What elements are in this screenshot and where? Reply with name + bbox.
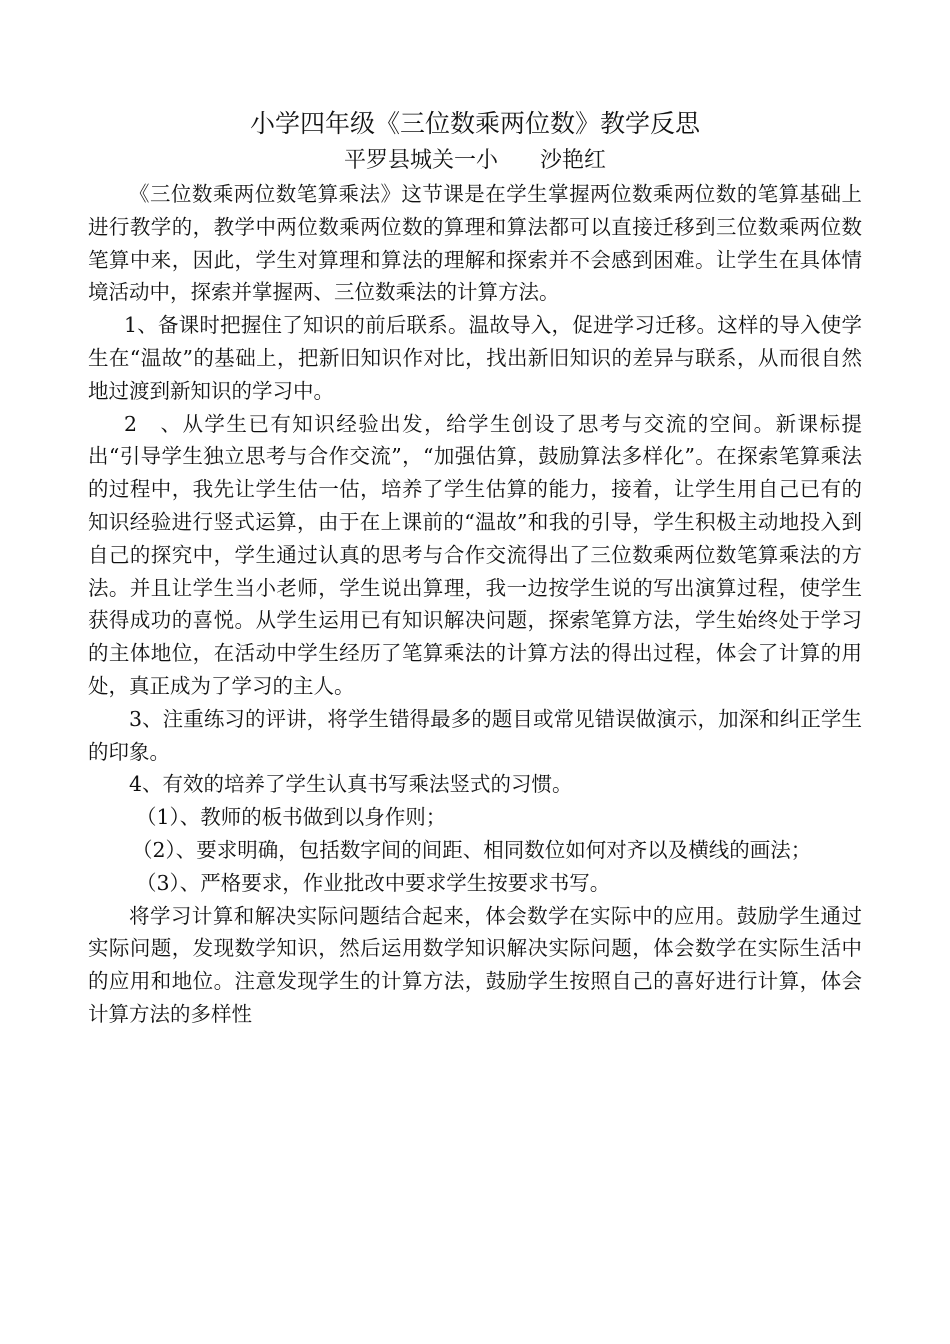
point-3-paragraph: 3、注重练习的评讲，将学生错得最多的题目或常见错误做演示，加深和纠正学生的印象。 <box>88 706 862 764</box>
point-4-paragraph: 4、有效的培养了学生认真书写乘法竖式的习惯。 <box>129 772 573 797</box>
point-2-paragraph: 2 、从学生已有知识经验出发，给学生创设了思考与交流的空间。新课标提出“引导学生独立思考与合作交流”，“加强估算，鼓励算法多样化”。在探索笔算乘法的过程中，我先让学生估一估，培养了学生估算的能力，接着，让学生用自己已有的知识经验进行竖式运算，由于在上课前的“温故”和我的引导，学生积极主动地投入到自己的探究中，学生通过认真的思考与合作交流得出了三位数乘两位数笔算乘法的方法。并且让学生当小老师，学生说出算理，我一边按学生说的写出演算过程，使学生获得成功的喜悦。从学生运用已有知识解决问题，探索笔算方法，学生始终处于学习的主体地位，在活动中学生经历了笔算乘法的计算方法的得出过程，体会了计算的用处，真正成为了学习的主人。 <box>88 411 862 698</box>
document-page <box>88 104 862 1031</box>
conclusion-paragraph: 将学习计算和解决实际问题结合起来，体会数学在实际中的应用。鼓励学生通过实际问题，发现数学知识，然后运用数学知识解决实际问题，体会数学在实际生活中的应用和地位。注意发现学生的计算方法，鼓励学生按照自己的喜好进行计算，体会计算方法的多样性 <box>88 903 862 1026</box>
document-title: 小学四年级《三位数乘两位数》教学反思 <box>249 109 700 138</box>
sub-item-1: （1）、教师的板书做到以身作则； <box>136 805 447 830</box>
sub-item-2: （2）、要求明确，包括数字间的间距、相同数位如何对齐以及横线的画法； <box>132 837 812 862</box>
sub-item-3: （3）、严格要求，作业批改中要求学生按要求书写。 <box>136 870 611 895</box>
author-line: 平罗县城关一小 沙艳红 <box>344 148 606 173</box>
intro-paragraph: 《三位数乘两位数笔算乘法》这节课是在学生掌握两位数乘两位数的笔算基础上进行教学的，教学中两位数乘两位数的算理和算法都可以直接迁移到三位数乘两位数笔算中来，因此，学生对算理和算法的理解和探索并不会感到困难。让学生在具体情境活动中，探索并掌握两、三位数乘法的计算方法。 <box>88 182 862 305</box>
point-1-paragraph: 1、备课时把握住了知识的前后联系。温故导入，促进学习迁移。这样的导入使学生在“温故”的基础上，把新旧知识作对比，找出新旧知识的差异与联系，从而很自然地过渡到新知识的学习中。 <box>88 313 862 403</box>
